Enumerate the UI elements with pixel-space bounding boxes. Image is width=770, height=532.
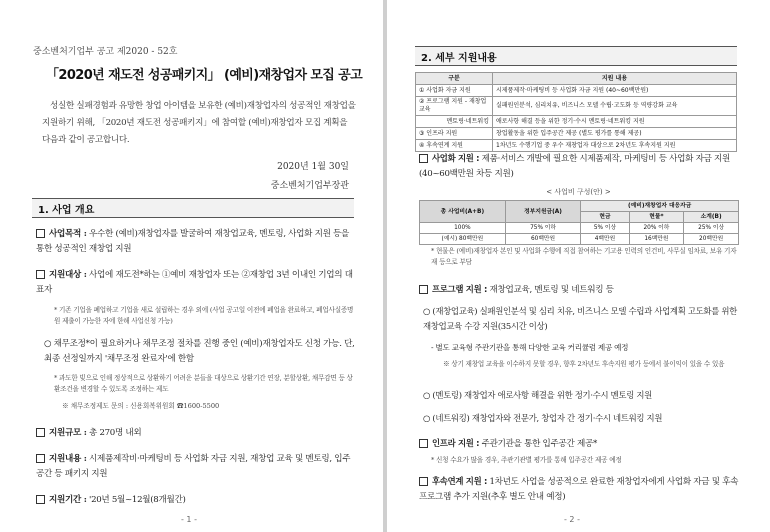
item-support-content: [36, 452, 356, 482]
page-1: [0, 0, 383, 532]
item-label: 사업화 지원 :: [432, 153, 480, 163]
item-networking: ○ (네트워킹) 재창업자와 전문가, 창업자 간 정기·수시 네트워킹 지원: [423, 413, 663, 423]
table-header: 현금: [581, 212, 629, 223]
footnote-infrastructure: * 신청 수요가 많을 경우, 주관기관별 평가를 통해 입주공간 제공 예정: [431, 456, 622, 464]
item-debt-adjustment: ○ 채무조정*이 필요하거나 채무조정 절차를 진행 중인 (예비)재창업자도 신청 가능. 단, 최종 선정일까지 '채무조정 완료자'에 한함: [44, 339, 355, 364]
item-text: 주관기관을 통한 입주공간 제공*: [481, 439, 597, 449]
item-label: 프로그램 지원 :: [432, 284, 488, 294]
item-text: 제품·서비스 개발에 필요한 시제품제작, 마케팅비 등 사업화 자금 지원(40~60백만원 차등 지원): [419, 154, 731, 179]
table-cell: ④ 후속연계 지원: [416, 140, 493, 152]
item-label: 사업목적 :: [49, 229, 87, 239]
table-cell: 5% 이상: [581, 223, 629, 234]
item-label: 인프라 지원 :: [432, 438, 480, 448]
item-commercialization: [419, 151, 739, 182]
table-cell: 25% 이상: [684, 223, 739, 234]
section-heading-details: 2. 세부 지원내용: [415, 46, 737, 66]
footnote-closure: * 기존 기업을 폐업하고 기업을 새로 설립하는 경우 외에 (사업 공고일 이전에 폐업을 완료하고, 폐업사실증명원 제출이 가능한 자에 한해 사업신청 가능): [54, 306, 354, 325]
checkbox-icon: [36, 454, 45, 463]
table-cell: 멘토링·네트워킹: [416, 116, 493, 128]
support-summary-table: [415, 72, 737, 152]
notice-number: 중소벤처기업부 공고 제2020 - 52호: [33, 47, 178, 57]
item-purpose: [36, 227, 356, 257]
item-period: [36, 493, 356, 508]
item-text: 1차년도 사업을 성공적으로 완료한 재창업자에게 사업화 자금 및 후속 프로그램 추가 지원(추후 별도 안내 예정): [419, 477, 739, 502]
table-row: [416, 116, 737, 128]
page-number: - 2 -: [564, 515, 580, 524]
item-label: 지원대상 :: [49, 270, 87, 280]
table-cell: 1차년도 수행기업 중 우수 재창업자 대상으로 2차년도 후속지원 지원: [493, 140, 737, 152]
table-header-row: [420, 201, 739, 212]
item-text: 총 270명 내외: [89, 428, 142, 438]
checkbox-icon: [419, 154, 428, 163]
table-cell: 창업활동을 위한 입주공간 제공 (별도 평가를 통해 제공): [493, 128, 737, 140]
item-education: ○ (재창업교육) 실패원인분석 및 심리 치유, 비즈니스 모델 수립과 사업계획 고도화를 위한 재창업교육 수강 지원(35시간 이상): [423, 306, 737, 331]
item-follow-up: [419, 474, 739, 505]
table-cell: 60백만원: [505, 234, 581, 245]
item-label: 후속연계 지원 :: [432, 476, 488, 486]
table-cell: 75% 이하: [505, 223, 581, 234]
checkbox-icon: [419, 477, 428, 486]
table-header: 정부지원금(A): [505, 201, 581, 223]
item-text: '20년 5월~12월(8개월간): [89, 495, 186, 505]
table-cell: 애로사항 해결 등을 위한 정기·수시 멘토링·네트워킹 지원: [493, 116, 737, 128]
item-scale: [36, 426, 356, 441]
notice-date: 2020년 1월 30일: [277, 162, 349, 172]
table-cell: 100%: [420, 223, 506, 234]
table-cell: 실패원인분석, 심리치유, 비즈니스 모델 수립·고도화 등 역량강화 교육: [493, 97, 737, 116]
table-header: (예비)재창업자 대응자금: [581, 201, 739, 212]
table-cell: 4백만원: [581, 234, 629, 245]
table-cell: ③ 인프라 지원: [416, 128, 493, 140]
table-caption: < 사업비 구성(안) >: [546, 188, 611, 196]
budget-table: [419, 200, 739, 245]
item-label: 지원기간 :: [49, 495, 87, 505]
table-row: [420, 223, 739, 234]
table-header-row: [416, 73, 737, 85]
item-target: [36, 268, 356, 298]
issuing-organization: 중소벤처기업부장관: [270, 181, 349, 191]
table-cell: (예시) 80백만원: [420, 234, 506, 245]
table-cell: ② 프로그램 지원 - 재창업 교육: [416, 97, 493, 116]
table-header: 소계(B): [684, 212, 739, 223]
item-text: 재창업교육, 멘토링 및 네트워킹 등: [489, 285, 614, 295]
page-number: - 1 -: [181, 515, 197, 524]
table-cell: 20백만원: [684, 234, 739, 245]
intro-paragraph: 성실한 실패경험과 유망한 창업 아이템을 보유한 (예비)재창업자의 성공적인 재창업을 지원하기 위해, 「2020년 재도전 성공패키지」에 참여할 (예비)재창업자 모집 계획을 다음과 같이 공고합니다.: [42, 101, 356, 145]
table-header: 총 사업비(A+B): [420, 201, 506, 223]
table-row: [416, 128, 737, 140]
checkbox-icon: [419, 439, 428, 448]
checkbox-icon: [36, 229, 45, 238]
table-row: [416, 85, 737, 97]
table-header: 구분: [416, 73, 493, 85]
table-row: [420, 234, 739, 245]
education-provider-note: - 별도 교육형 주관기관을 통해 다양한 교육 커리큘럼 제공 예정: [431, 343, 629, 352]
page-2: [387, 0, 770, 532]
page-title: 「2020년 재도전 성공패키지」 (예비)재창업자 모집 공고: [46, 68, 363, 83]
footnote-debt: * 과도한 빚으로 인해 정상적으로 상환하기 어려운 분들을 대상으로 상환기간 연장, 분할상환, 채무감면 등 상환조건을 변경할 수 있도록 조정하는 제도: [54, 374, 353, 393]
checkbox-icon: [36, 495, 45, 504]
table-cell: 20% 이하: [629, 223, 684, 234]
item-text: 우수한 (예비)재창업자를 발굴하여 재창업교육, 멘토링, 사업화 지원 등을 통한 성공적인 재창업 지원: [36, 229, 350, 254]
table-cell: ① 사업화 자금 지원: [416, 85, 493, 97]
checkbox-icon: [36, 428, 45, 437]
item-text: 사업에 재도전*하는 ①예비 재창업자 또는 ②재창업 3년 이내인 기업의 대표자: [36, 270, 353, 295]
section-heading-overview: 1. 사업 개요: [32, 198, 354, 218]
item-text: 시제품제작비·마케팅비 등 사업화 자금 지원, 재창업 교육 및 멘토링, 입주공간 등 패키지 지원: [36, 454, 351, 479]
item-label: 지원내용 :: [49, 454, 87, 464]
table-cell: 16백만원: [629, 234, 684, 245]
item-label: 지원규모 :: [49, 428, 87, 438]
table-header: 현물*: [629, 212, 684, 223]
footnote-education: ※ 상기 재창업 교육을 이수하지 못할 경우, 향후 2차년도 후속지원 평가 등에서 불이익이 있을 수 있음: [443, 360, 725, 368]
checkbox-icon: [419, 285, 428, 294]
item-program: [419, 282, 739, 298]
footnote-inkind: * 현물은 (예비)재창업자 본인 및 사업화 수행에 직접 참여하는 기고용 인력의 인건비, 사무실 임차료, 보유 기자재 등으로 부담: [431, 247, 737, 266]
table-header: 지원 내용: [493, 73, 737, 85]
item-infrastructure: [419, 436, 739, 452]
table-row: [416, 140, 737, 152]
checkbox-icon: [36, 270, 45, 279]
table-cell: 시제품제작·마케팅비 등 사업화 자금 지원 (40~60백만원): [493, 85, 737, 97]
note-contact: ※ 채무조정제도 문의 : 신용회복위원회 ☎1600-5500: [62, 402, 220, 410]
table-row: [416, 97, 737, 116]
item-mentoring: ○ (멘토링) 재창업자 애로사항 해결을 위한 정기·수시 멘토링 지원: [423, 390, 652, 400]
